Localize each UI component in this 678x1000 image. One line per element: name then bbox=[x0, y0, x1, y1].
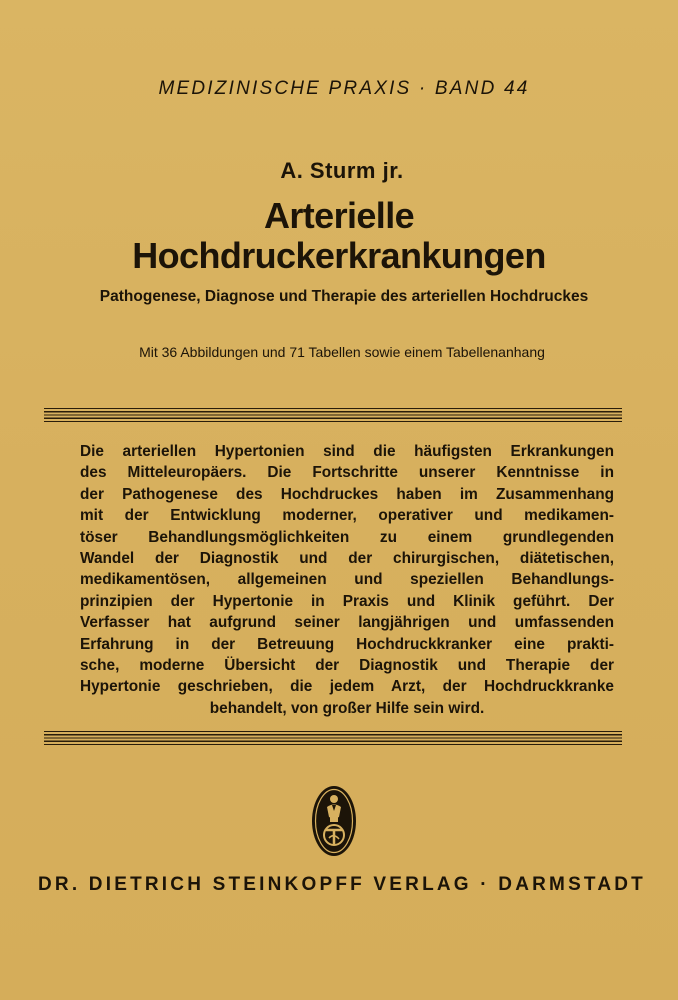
blurb-line: sche, moderne Übersicht der Diagnostik und Therapie der bbox=[80, 657, 614, 675]
blurb-line: Erfahrung in der Betreuung Hochdruckkranker eine prakti- bbox=[80, 635, 614, 653]
blurb-line: Hypertonie geschrieben, die jedem Arzt, der Hochdruckkranke bbox=[80, 678, 614, 696]
blurb-line: mit der Entwicklung moderner, operativer und medikamen- bbox=[80, 507, 614, 525]
blurb-text bbox=[80, 441, 614, 719]
series-title: MEDIZINISCHE PRAXIS · BAND 44 bbox=[158, 78, 530, 99]
book-subtitle: Pathogenese, Diagnose und Therapie des arteriellen Hochdruckes bbox=[99, 288, 589, 305]
publisher-logo-icon bbox=[310, 783, 358, 859]
blurb-line: prinzipien der Hypertonie in Praxis und Klinik geführt. Der bbox=[80, 592, 614, 610]
blurb-line: behandelt, von großer Hilfe sein wird. bbox=[209, 699, 485, 717]
blurb-line: Wandel der Diagnostik und der chirurgischen, diätetischen, bbox=[80, 550, 614, 568]
blurb-line: Die arteriellen Hypertonien sind die häufigsten Erkrankungen bbox=[80, 443, 614, 460]
blurb-line: der Pathogenese des Hochdruckes haben im Zusammenhang bbox=[80, 485, 614, 503]
title-line-1: Arterielle bbox=[263, 195, 415, 236]
blurb-line: medikamentösen, allgemeinen und speziellen Behandlungs- bbox=[80, 571, 614, 589]
title-line-2: Hochdruckerkrankungen bbox=[132, 235, 546, 276]
publisher-name: DR. DIETRICH STEINKOPFF VERLAG · DARMSTADT bbox=[38, 874, 646, 895]
blurb-line: des Mitteleuropäers. Die Fortschritte unserer Kenntnisse in bbox=[80, 464, 614, 482]
blurb-line: töser Behandlungsmöglichkeiten zu einem grundlegenden bbox=[80, 528, 614, 546]
book-title bbox=[0, 196, 678, 276]
illustrations-note: Mit 36 Abbildungen und 71 Tabellen sowie einem Tabellenanhang bbox=[139, 344, 545, 360]
author-name: A. Sturm jr. bbox=[280, 158, 404, 183]
top-divider bbox=[44, 408, 622, 422]
blurb-line: Verfasser hat aufgrund seiner langjährigen und umfassenden bbox=[80, 614, 614, 632]
bottom-divider bbox=[44, 731, 622, 745]
